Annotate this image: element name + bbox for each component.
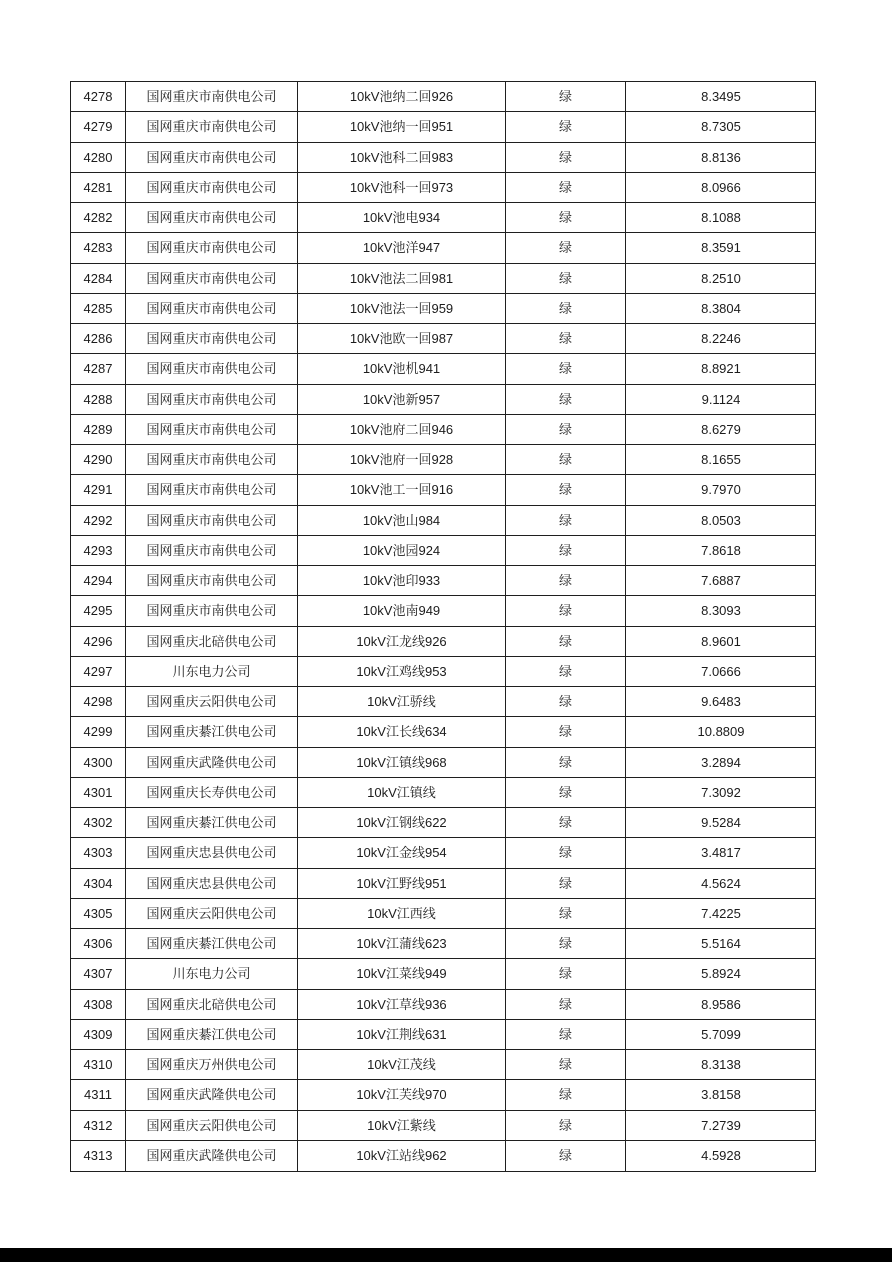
row-value: 8.3804 xyxy=(701,300,741,316)
row-value: 8.9601 xyxy=(701,633,741,649)
row-line: 10kV江镇线968 xyxy=(298,748,506,777)
row-line: 10kV池纳二回926 xyxy=(298,82,506,111)
row-company: 国网重庆市南供电公司 xyxy=(126,324,298,353)
row-id: 4283 xyxy=(71,233,126,262)
table-row xyxy=(71,899,815,929)
row-value: 3.4817 xyxy=(701,845,741,861)
table-row xyxy=(71,687,815,717)
row-status: 绿 xyxy=(506,990,626,1019)
row-id: 4302 xyxy=(71,808,126,837)
table-row xyxy=(71,203,815,233)
row-value: 8.3093 xyxy=(701,603,741,619)
row-company: 川东电力公司 xyxy=(126,657,298,686)
row-value: 4.5928 xyxy=(701,1148,741,1164)
row-id: 4292 xyxy=(71,506,126,535)
power-line-table xyxy=(70,81,816,1172)
row-value: 7.0666 xyxy=(701,663,741,679)
row-status: 绿 xyxy=(506,385,626,414)
row-company: 国网重庆长寿供电公司 xyxy=(126,778,298,807)
row-status: 绿 xyxy=(506,566,626,595)
row-company: 国网重庆忠县供电公司 xyxy=(126,838,298,867)
row-id: 4308 xyxy=(71,990,126,1019)
row-line: 10kV池科二回983 xyxy=(298,143,506,172)
row-id: 4278 xyxy=(71,82,126,111)
row-status: 绿 xyxy=(506,1050,626,1079)
row-line: 10kV池欧一回987 xyxy=(298,324,506,353)
table-row xyxy=(71,294,815,324)
row-id: 4303 xyxy=(71,838,126,867)
table-row xyxy=(71,657,815,687)
row-status: 绿 xyxy=(506,1141,626,1171)
row-status: 绿 xyxy=(506,929,626,958)
row-value: 7.3092 xyxy=(701,784,741,800)
row-id: 4312 xyxy=(71,1111,126,1140)
row-value: 10.8809 xyxy=(697,724,745,740)
table-row xyxy=(71,627,815,657)
row-company: 国网重庆武隆供电公司 xyxy=(126,748,298,777)
row-status: 绿 xyxy=(506,112,626,141)
row-company: 国网重庆市南供电公司 xyxy=(126,415,298,444)
row-status: 绿 xyxy=(506,748,626,777)
row-line: 10kV池印933 xyxy=(298,566,506,595)
row-company: 国网重庆市南供电公司 xyxy=(126,385,298,414)
table-row xyxy=(71,143,815,173)
table-row xyxy=(71,415,815,445)
row-status: 绿 xyxy=(506,233,626,262)
row-status: 绿 xyxy=(506,203,626,232)
row-id: 4285 xyxy=(71,294,126,323)
row-id: 4301 xyxy=(71,778,126,807)
row-id: 4305 xyxy=(71,899,126,928)
table-row xyxy=(71,82,815,112)
row-value: 7.8618 xyxy=(701,542,741,558)
row-value: 8.3138 xyxy=(701,1057,741,1073)
row-id: 4279 xyxy=(71,112,126,141)
row-status: 绿 xyxy=(506,899,626,928)
row-line: 10kV池洋947 xyxy=(298,233,506,262)
row-id: 4309 xyxy=(71,1020,126,1049)
table-row xyxy=(71,717,815,747)
table-row xyxy=(71,869,815,899)
table-row xyxy=(71,959,815,989)
row-status: 绿 xyxy=(506,1080,626,1109)
row-value: 7.2739 xyxy=(701,1117,741,1133)
row-value: 8.0503 xyxy=(701,512,741,528)
row-value: 8.3591 xyxy=(701,240,741,256)
row-line: 10kV江荆线631 xyxy=(298,1020,506,1049)
row-line: 10kV江钢线622 xyxy=(298,808,506,837)
row-line: 10kV江茂线 xyxy=(298,1050,506,1079)
row-company: 国网重庆市南供电公司 xyxy=(126,596,298,625)
table-row xyxy=(71,233,815,263)
row-line: 10kV江龙线926 xyxy=(298,627,506,656)
row-company: 国网重庆市南供电公司 xyxy=(126,173,298,202)
row-value: 5.8924 xyxy=(701,966,741,982)
table-row xyxy=(71,1080,815,1110)
table-row xyxy=(71,445,815,475)
row-value: 9.1124 xyxy=(701,391,741,407)
table-row xyxy=(71,173,815,203)
row-status: 绿 xyxy=(506,445,626,474)
row-line: 10kV江鸡线953 xyxy=(298,657,506,686)
table-row xyxy=(71,929,815,959)
row-value: 8.2246 xyxy=(701,331,741,347)
row-status: 绿 xyxy=(506,596,626,625)
row-company: 国网重庆云阳供电公司 xyxy=(126,899,298,928)
row-value: 5.5164 xyxy=(701,936,741,952)
row-status: 绿 xyxy=(506,264,626,293)
row-value: 8.6279 xyxy=(701,421,741,437)
row-id: 4299 xyxy=(71,717,126,746)
row-id: 4280 xyxy=(71,143,126,172)
row-line: 10kV池电934 xyxy=(298,203,506,232)
row-id: 4297 xyxy=(71,657,126,686)
row-value: 8.1088 xyxy=(701,210,741,226)
row-line: 10kV江骄线 xyxy=(298,687,506,716)
row-status: 绿 xyxy=(506,173,626,202)
row-line: 10kV池山984 xyxy=(298,506,506,535)
table-row xyxy=(71,1050,815,1080)
row-id: 4291 xyxy=(71,475,126,504)
row-company: 国网重庆万州供电公司 xyxy=(126,1050,298,1079)
row-status: 绿 xyxy=(506,838,626,867)
row-status: 绿 xyxy=(506,1111,626,1140)
row-status: 绿 xyxy=(506,778,626,807)
row-line: 10kV池机941 xyxy=(298,354,506,383)
row-line: 10kV江金线954 xyxy=(298,838,506,867)
row-id: 4296 xyxy=(71,627,126,656)
table-row xyxy=(71,838,815,868)
row-id: 4284 xyxy=(71,264,126,293)
row-company: 国网重庆市南供电公司 xyxy=(126,294,298,323)
row-id: 4311 xyxy=(71,1080,126,1109)
row-id: 4300 xyxy=(71,748,126,777)
row-id: 4282 xyxy=(71,203,126,232)
table-row xyxy=(71,1020,815,1050)
row-line: 10kV池纳一回951 xyxy=(298,112,506,141)
row-status: 绿 xyxy=(506,808,626,837)
row-line: 10kV江镇线 xyxy=(298,778,506,807)
row-value: 9.6483 xyxy=(701,694,741,710)
table-row xyxy=(71,1141,815,1171)
row-company: 国网重庆綦江供电公司 xyxy=(126,808,298,837)
table-row xyxy=(71,264,815,294)
row-id: 4293 xyxy=(71,536,126,565)
row-company: 国网重庆忠县供电公司 xyxy=(126,869,298,898)
row-value: 8.1655 xyxy=(701,452,741,468)
row-company: 国网重庆市南供电公司 xyxy=(126,506,298,535)
row-status: 绿 xyxy=(506,324,626,353)
row-id: 4304 xyxy=(71,869,126,898)
row-line: 10kV池法二回981 xyxy=(298,264,506,293)
row-status: 绿 xyxy=(506,143,626,172)
row-status: 绿 xyxy=(506,869,626,898)
row-line: 10kV江站线962 xyxy=(298,1141,506,1171)
row-id: 4295 xyxy=(71,596,126,625)
row-id: 4298 xyxy=(71,687,126,716)
row-company: 国网重庆武隆供电公司 xyxy=(126,1080,298,1109)
table-row xyxy=(71,324,815,354)
row-id: 4313 xyxy=(71,1141,126,1171)
row-line: 10kV江野线951 xyxy=(298,869,506,898)
row-company: 国网重庆市南供电公司 xyxy=(126,475,298,504)
row-value: 7.4225 xyxy=(701,905,741,921)
row-line: 10kV池工一回916 xyxy=(298,475,506,504)
table-row xyxy=(71,536,815,566)
row-id: 4289 xyxy=(71,415,126,444)
row-id: 4307 xyxy=(71,959,126,988)
table-row xyxy=(71,354,815,384)
row-line: 10kV江草线936 xyxy=(298,990,506,1019)
row-company: 国网重庆綦江供电公司 xyxy=(126,1020,298,1049)
row-line: 10kV池府一回928 xyxy=(298,445,506,474)
row-line: 10kV江蒲线623 xyxy=(298,929,506,958)
row-company: 国网重庆北碚供电公司 xyxy=(126,627,298,656)
row-value: 3.2894 xyxy=(701,754,741,770)
table-row xyxy=(71,1111,815,1141)
row-id: 4286 xyxy=(71,324,126,353)
row-id: 4288 xyxy=(71,385,126,414)
row-company: 国网重庆市南供电公司 xyxy=(126,566,298,595)
row-status: 绿 xyxy=(506,657,626,686)
table-row xyxy=(71,112,815,142)
row-company: 国网重庆市南供电公司 xyxy=(126,82,298,111)
table-body xyxy=(71,82,815,1171)
row-company: 国网重庆市南供电公司 xyxy=(126,264,298,293)
row-value: 9.5284 xyxy=(701,815,741,831)
row-company: 国网重庆市南供电公司 xyxy=(126,203,298,232)
row-company: 国网重庆市南供电公司 xyxy=(126,354,298,383)
row-value: 8.2510 xyxy=(701,270,741,286)
row-line: 10kV池园924 xyxy=(298,536,506,565)
page-bottom-bar xyxy=(0,1248,892,1262)
row-value: 8.8136 xyxy=(701,149,741,165)
row-line: 10kV池府二回946 xyxy=(298,415,506,444)
row-company: 国网重庆市南供电公司 xyxy=(126,233,298,262)
row-value: 7.6887 xyxy=(701,573,741,589)
table-row xyxy=(71,748,815,778)
row-line: 10kV池法一回959 xyxy=(298,294,506,323)
table-row xyxy=(71,990,815,1020)
row-status: 绿 xyxy=(506,959,626,988)
row-value: 9.7970 xyxy=(701,482,741,498)
row-value: 8.0966 xyxy=(701,179,741,195)
row-company: 国网重庆武隆供电公司 xyxy=(126,1141,298,1171)
row-value: 8.9586 xyxy=(701,996,741,1012)
row-line: 10kV池科一回973 xyxy=(298,173,506,202)
row-line: 10kV江芙线970 xyxy=(298,1080,506,1109)
row-id: 4281 xyxy=(71,173,126,202)
row-value: 8.8921 xyxy=(701,361,741,377)
row-id: 4290 xyxy=(71,445,126,474)
row-id: 4287 xyxy=(71,354,126,383)
row-status: 绿 xyxy=(506,627,626,656)
row-company: 国网重庆市南供电公司 xyxy=(126,112,298,141)
table-row xyxy=(71,778,815,808)
row-status: 绿 xyxy=(506,415,626,444)
row-id: 4294 xyxy=(71,566,126,595)
table-row xyxy=(71,596,815,626)
row-company: 国网重庆云阳供电公司 xyxy=(126,687,298,716)
row-company: 川东电力公司 xyxy=(126,959,298,988)
row-company: 国网重庆市南供电公司 xyxy=(126,445,298,474)
row-id: 4306 xyxy=(71,929,126,958)
row-status: 绿 xyxy=(506,294,626,323)
table-row xyxy=(71,385,815,415)
row-value: 3.8158 xyxy=(701,1087,741,1103)
row-value: 4.5624 xyxy=(701,875,741,891)
table-row xyxy=(71,808,815,838)
row-company: 国网重庆云阳供电公司 xyxy=(126,1111,298,1140)
row-company: 国网重庆市南供电公司 xyxy=(126,143,298,172)
table-row xyxy=(71,566,815,596)
row-status: 绿 xyxy=(506,536,626,565)
row-value: 8.7305 xyxy=(701,119,741,135)
row-status: 绿 xyxy=(506,717,626,746)
row-line: 10kV池新957 xyxy=(298,385,506,414)
row-status: 绿 xyxy=(506,506,626,535)
row-company: 国网重庆綦江供电公司 xyxy=(126,717,298,746)
row-line: 10kV江西线 xyxy=(298,899,506,928)
row-status: 绿 xyxy=(506,687,626,716)
row-status: 绿 xyxy=(506,82,626,111)
row-id: 4310 xyxy=(71,1050,126,1079)
row-status: 绿 xyxy=(506,354,626,383)
row-company: 国网重庆市南供电公司 xyxy=(126,536,298,565)
table-row xyxy=(71,475,815,505)
row-value: 8.3495 xyxy=(701,89,741,105)
row-line: 10kV池南949 xyxy=(298,596,506,625)
row-company: 国网重庆北碚供电公司 xyxy=(126,990,298,1019)
table-row xyxy=(71,506,815,536)
row-line: 10kV江长线634 xyxy=(298,717,506,746)
row-company: 国网重庆綦江供电公司 xyxy=(126,929,298,958)
row-value: 5.7099 xyxy=(701,1026,741,1042)
row-status: 绿 xyxy=(506,475,626,504)
row-status: 绿 xyxy=(506,1020,626,1049)
row-line: 10kV江菜线949 xyxy=(298,959,506,988)
row-line: 10kV江紫线 xyxy=(298,1111,506,1140)
